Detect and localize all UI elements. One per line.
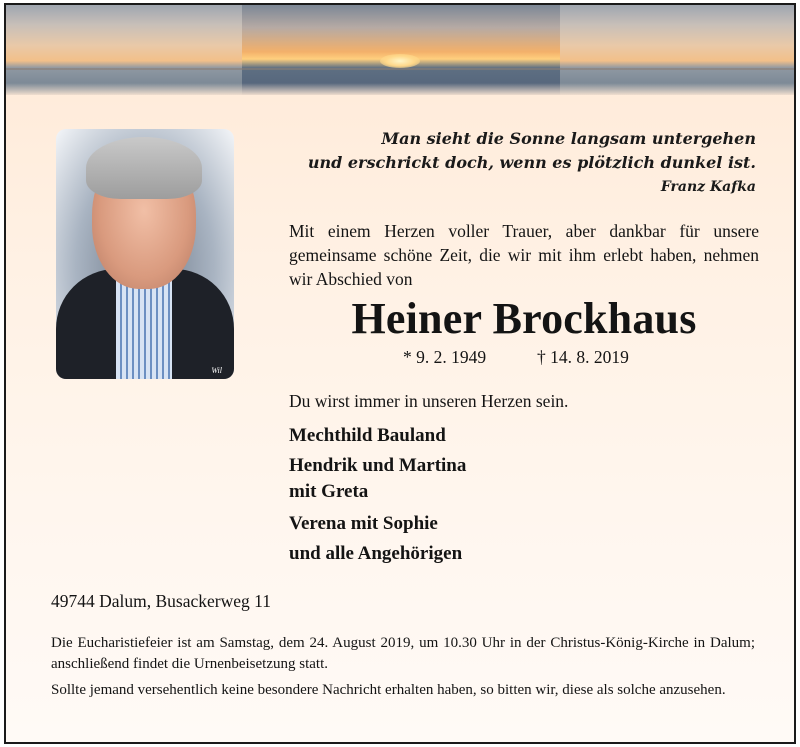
- intro-text: Mit einem Herzen voller Trauer, aber dankbar für unsere gemeinsame schöne Zeit, die wir mit ihm erlebt haben, nehmen wir Abschied von: [289, 221, 759, 289]
- notice-text: Sollte jemand versehentlich keine besondere Nachricht erhalten haben, so bitten wir, diese als solche anzusehen.: [51, 682, 726, 698]
- portrait-hair: [86, 137, 202, 199]
- horizon-line: [6, 68, 794, 70]
- quote-line-2: und erschrickt doch, wenn es plötzlich dunkel ist.: [307, 153, 756, 172]
- mourner-line: und alle Angehörigen: [289, 543, 463, 564]
- obituary-card: [4, 3, 796, 744]
- service-info: Die Eucharistiefeier ist am Samstag, dem 24. August 2019, um 10.30 Uhr in der Christus-König-Kirche in Dalum; anschließend findet die Urnenbeisetzung statt.: [51, 635, 755, 672]
- mourners-list: [289, 423, 759, 567]
- kafka-quote: [296, 127, 756, 199]
- portrait-photo: [56, 129, 234, 379]
- banner-center-panel: [242, 5, 560, 95]
- photo-signature: Wil: [211, 366, 222, 375]
- mourner-line: Mechthild Bauland: [289, 425, 446, 446]
- deceased-name: Heiner Brockhaus: [351, 294, 697, 343]
- sunset-banner-image: [6, 5, 794, 95]
- mourner-line: Hendrik und Martina: [289, 455, 467, 476]
- family-address: 49744 Dalum, Busackerweg 11: [51, 591, 271, 611]
- farewell-message: Du wirst immer in unseren Herzen sein.: [289, 391, 569, 411]
- quote-author: Franz Kafka: [660, 179, 756, 195]
- death-date: † 14. 8. 2019: [537, 347, 629, 367]
- sun-glow: [380, 54, 420, 68]
- birth-date: * 9. 2. 1949: [403, 347, 487, 367]
- mourner-line: mit Greta: [289, 481, 369, 502]
- mourner-line: Verena mit Sophie: [289, 513, 438, 534]
- banner-fade: [6, 83, 794, 95]
- quote-line-1: Man sieht die Sonne langsam untergehen: [381, 129, 756, 148]
